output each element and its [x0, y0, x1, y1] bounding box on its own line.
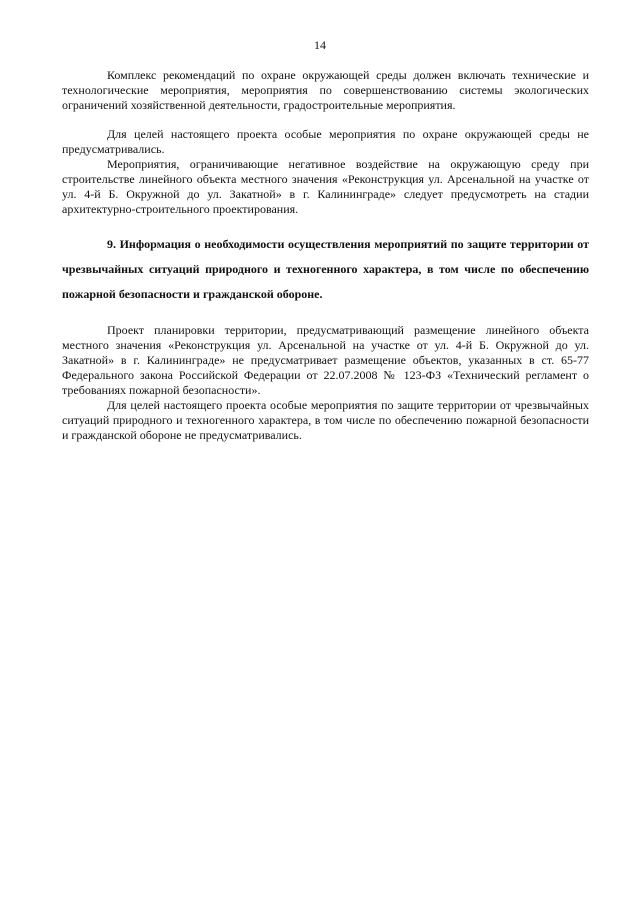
section-9-heading: 9. Информация о необходимости осуществления мероприятий по защите территории от чрезвычайных ситуаций природного и техногенного характера, в том числе по обеспечению пожарной безопасности и гражданской обороне.	[62, 237, 589, 301]
environment-section	[62, 127, 589, 217]
recommendations-section	[62, 68, 589, 113]
page-number: 14	[314, 38, 326, 52]
environment-paragraph-1: Для целей настоящего проекта особые мероприятия по охране окружающей среды не предусматривались.	[62, 127, 589, 156]
recommendations-paragraph: Комплекс рекомендаций по охране окружающей среды должен включать технические и технологические мероприятия, мероприятия по совершенствованию системы экологических ограничений хозяйственной деятельности, градостроительные мероприятия.	[62, 68, 589, 112]
emergency-paragraph-2: Для целей настоящего проекта особые мероприятия по защите территории от чрезвычайных ситуаций природного и техногенного характера, в том числе по обеспечению пожарной безопасности и гражданской обороне не предусматривались.	[62, 398, 589, 442]
emergency-section	[62, 323, 589, 443]
emergency-paragraph-1: Проект планировки территории, предусматривающий размещение линейного объекта местного значения «Реконструкция ул. Арсенальной на участке от ул. 4-й Б. Окружной до ул. Закатной» в г. Калининграде» не предусматривает размещение объектов, указанных в ст. 65-77 Федерального закона Российской Федерации от 22.07.2008 № 123-ФЗ «Технический регламент о требованиях пожарной безопасности».	[62, 323, 589, 397]
environment-paragraph-2: Мероприятия, ограничивающие негативное воздействие на окружающую среду при строительстве линейного объекта местного значения «Реконструкция ул. Арсенальной на участке от ул. 4-й Б. Окружной до ул. Закатной» в г. Калининграде» следует предусмотреть на стадии архитектурно-строительного проектирования.	[62, 157, 589, 216]
